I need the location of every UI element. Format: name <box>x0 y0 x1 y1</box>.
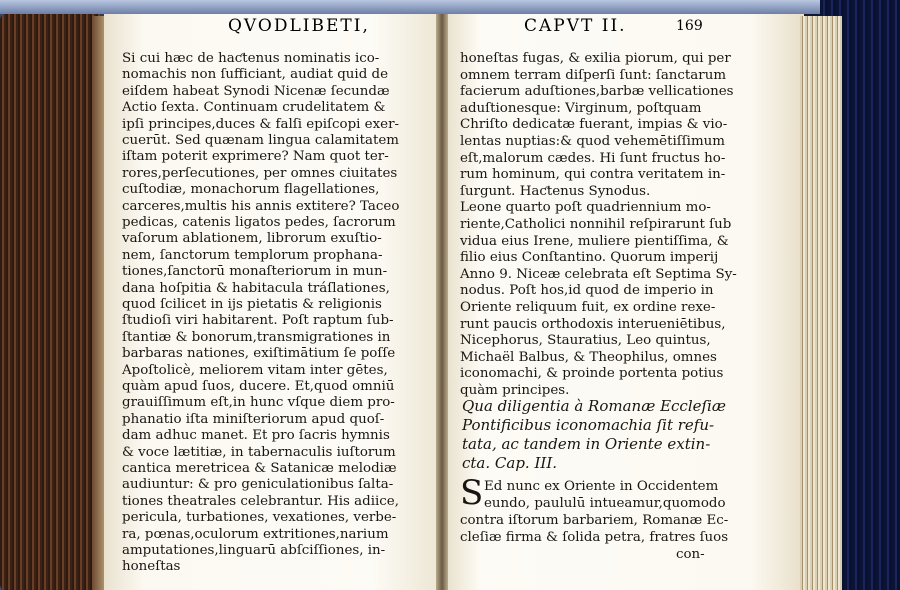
text-line: pericula, turbationes, vexationes, verbe- <box>122 510 397 526</box>
text-line: audiuntur: & pro geniculationibus ſalta- <box>122 477 394 493</box>
text-line: lentas nuptias:& quod vehemētiſſimum <box>460 134 725 149</box>
text-line: Chriſto dedicatæ fuerant, impias & vio- <box>460 117 728 133</box>
text-line: cleſiæ firma & ſolida petra, fratres ſuos <box>460 530 729 545</box>
text-line: con- <box>676 547 705 562</box>
text-line: omnem terram diſperſi ſunt: ſanctarum <box>460 67 727 83</box>
text-line: phanatio iſta miniſteriorum apud quoſ- <box>122 411 385 427</box>
text-line: tiones theatrales celebrantur. His adiice, <box>122 493 399 509</box>
text-line: quod ſcilicet in ijs pietatis & religionis <box>122 297 382 312</box>
text-line: eiſdem habeat Synodi Nicenæ ſecundæ <box>122 83 390 99</box>
text-line: cuerūt. Sed quænam lingua calamitatem <box>122 133 399 148</box>
text-line: facierum aduſtiones,barbæ vellicationes <box>460 84 734 100</box>
text-line: honeſtas <box>122 559 181 575</box>
text-line: riente,Catholici nonnihil reſpirarunt ſub <box>460 217 732 232</box>
text-line: quàm principes. <box>460 383 570 398</box>
text-line: Oriente reliquum fuit, ex ordine rexe- <box>460 300 716 315</box>
text-line: nomachis non ſufficiant, audiat quid de <box>122 67 389 83</box>
text-line: Nicephorus, Stauratius, Leo quintus, <box>460 333 711 349</box>
text-line: aduſtionesque: Virginum, poſtquam <box>460 100 702 116</box>
text-line: vidua eius Irene, muliere pientiſſima, & <box>460 233 729 249</box>
text-line: Leone quarto poſt quadriennium mo- <box>460 200 711 216</box>
text-line: contra iſtorum barbariem, Romanæ Ec- <box>460 513 729 528</box>
text-line: runt paucis orthodoxis interueniētibus, <box>460 316 726 332</box>
text-line: ſtantiæ & bonorum,transmigrationes in <box>122 329 391 345</box>
text-line: honeſtas fugas, & exilia piorum, qui per <box>460 51 731 66</box>
text-line: nem, ſanctorum templorum prophana- <box>122 247 383 263</box>
text-line: vaſorum ablationem, librorum exuſtio- <box>122 231 382 247</box>
text-line: carceres,multis his annis extitere? Taceo <box>122 198 400 214</box>
text-line: Anno 9. Niceæ celebrata eſt Septima Sy- <box>460 266 737 282</box>
text-line: eſt,malorum cædes. Hi ſunt fructus ho- <box>460 150 726 166</box>
text-line: Qua diligentia à Romanæ Eccleſiæ <box>462 397 726 415</box>
text-line: pedicas, catenis ligatos pedes, ſacrorum <box>122 215 396 230</box>
text-line: Actio ſexta. Continuam crudelitatem & <box>122 100 386 116</box>
text-line: iconomachi, & proinde portenta potius <box>460 366 724 382</box>
text-line: tiones,ſanctorū monaſteriorum in mun- <box>122 264 388 280</box>
text-line: ſtudioſi viri habitarent. Poſt raptum ſub- <box>122 313 394 329</box>
text-line: Apoſtolicè, meliorem vitam inter gētes, <box>122 362 388 378</box>
book-gutter <box>436 14 448 590</box>
text-line: ſurgunt. Haƈtenus Synodus. <box>460 183 651 199</box>
page-stack-right <box>800 16 842 590</box>
text-line: tata, ac tandem in Oriente extin- <box>462 435 711 453</box>
text-line: iſtam poterit exprimere? Nam quot ter- <box>122 149 389 165</box>
text-line: rum hominum, qui contra veritatem in- <box>460 167 726 183</box>
right-running-head: CAPVT II. <box>524 16 627 36</box>
text-line: rores,perſecutiones, per omnes ciuitates <box>122 165 398 181</box>
text-line: amputationes,linguarū abſciſſiones, in- <box>122 543 386 558</box>
book-fore-edge-left <box>0 14 100 590</box>
text-line: Michaël Balbus, & Theophilus, omnes <box>460 349 717 365</box>
page-number: 169 <box>676 18 703 34</box>
text-line: barbaras nationes, exiſtimātium ſe poſſe <box>122 346 396 362</box>
text-line: filio eius Conſtantino. Quorum imperij <box>460 250 719 266</box>
text-line: ipſi principes,duces & falſi epiſcopi exer- <box>122 116 400 132</box>
text-line: ra, pœnas,oculorum extritiones,narium <box>122 526 389 542</box>
text-line: & voce lætitiæ, in tabernaculis iuſtorum <box>122 444 396 460</box>
text-line: cta. Cap. III. <box>462 454 558 472</box>
text-line: Ed nunc ex Oriente in Occidentem <box>484 479 719 494</box>
drop-cap: S <box>460 473 484 513</box>
text-line: dam adhuc manet. Et pro ſacris hymnis <box>122 428 390 444</box>
text-line: grauiſſimum eſt,in hunc vſque diem pro- <box>122 395 395 411</box>
text-line: Pontificibus iconomachia ſit refu- <box>462 416 715 434</box>
text-line: quàm apud ſuos, ducere. Et,quod omniū <box>122 379 395 394</box>
text-line: eundo, paululū intueamur,quomodo <box>484 496 726 511</box>
text-line: cuſtodiæ, monachorum flagellationes, <box>122 182 380 198</box>
left-running-head: QVODLIBETI, <box>228 16 370 36</box>
text-line: nodus. Poſt hos,id quod de imperio in <box>460 283 714 299</box>
text-line: dana hoſpitia & habitacula tráſlationes, <box>122 280 390 296</box>
text-line: cantica meretricea & Satanicæ melodiæ <box>122 461 397 476</box>
text-line: Si cui hæc de haƈtenus nominatis ico- <box>122 51 380 66</box>
